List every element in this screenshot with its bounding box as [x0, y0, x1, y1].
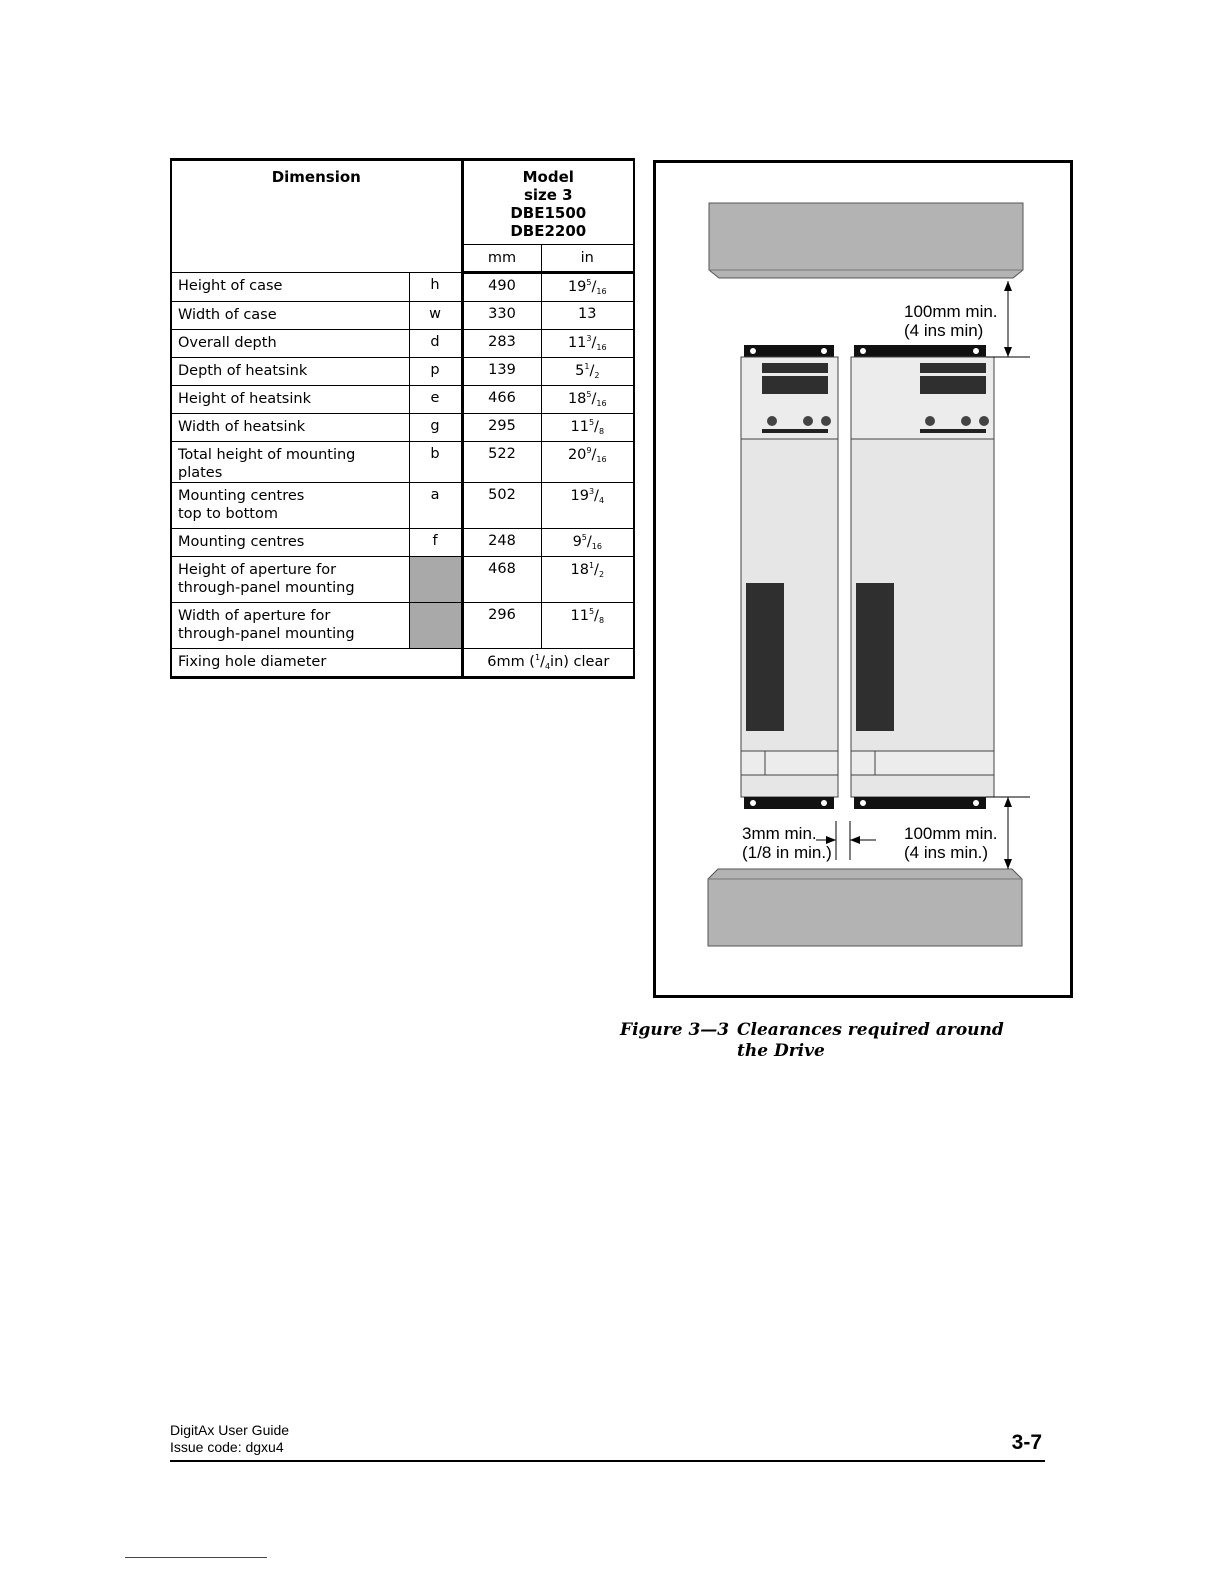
issue-code: Issue code: dgxu4 [170, 1439, 284, 1455]
side-clearance-label: 3mm min. [742, 824, 817, 843]
table-row: Width of case w 330 13 [171, 302, 634, 330]
table-row: Total height of mounting plates b 522 $20^9/_{16}$ [171, 442, 634, 483]
table-row: Mounting centres f 248 $9^5/_{16}$ [171, 529, 634, 557]
drive-unit-right [851, 345, 994, 809]
dimension-header: Dimension [171, 160, 462, 273]
footer-divider [170, 1460, 1045, 1462]
table-row: Overall depth d 283 $11^3/_{16}$ [171, 330, 634, 358]
top-obstruction-panel [709, 203, 1023, 278]
footer-info [170, 1422, 289, 1456]
table-row: Fixing hole diameter 6mm $(^1/_4in)$ clear [171, 649, 634, 678]
drive-unit-left [741, 345, 838, 809]
shaded-cell [409, 557, 462, 603]
guide-title: DigitAx User Guide [170, 1422, 290, 1438]
clearance-diagram [656, 163, 1070, 995]
bottom-clearance-label: 100mm min. [904, 824, 998, 843]
bottom-obstruction-panel [708, 869, 1022, 946]
table-row: Depth of heatsink p 139 $5^1/_2$ [171, 358, 634, 386]
table-row: Height of heatsink e 466 $18^5/_{16}$ [171, 386, 634, 414]
table-row: Width of aperture for through-panel mounting 296 $11^5/_8$ [171, 603, 634, 649]
page-number: 3-7 [1011, 1431, 1042, 1454]
figure-number: Figure 3—3 [620, 1020, 730, 1040]
shaded-cell [409, 603, 462, 649]
top-clearance-label-imperial: (4 ins min) [904, 321, 984, 340]
model-header: Model size 3 DBE1500 DBE2200 [462, 160, 634, 245]
table-row: Height of aperture for through-panel mounting 468 $18^1/_2$ [171, 557, 634, 603]
figure-title: Clearances required around the Drive [737, 1020, 1004, 1061]
top-clearance-label: 100mm min. [904, 302, 998, 321]
bottom-clearance-label-imperial: (4 ins min.) [904, 843, 989, 862]
table-row: Height of case h 490 $19^5/_{16}$ [171, 273, 634, 302]
side-clearance-label-imperial: (1/8 in min.) [742, 843, 832, 862]
bottom-link-underline [125, 1557, 267, 1558]
unit-mm: mm [462, 245, 541, 273]
dimensions-table [170, 158, 635, 679]
clearance-figure [653, 160, 1073, 998]
unit-in: in [541, 245, 634, 273]
table-row: Mounting centres top to bottom a 502 $19^3/_4$ [171, 483, 634, 529]
table-row: Width of heatsink g 295 $11^5/_8$ [171, 414, 634, 442]
